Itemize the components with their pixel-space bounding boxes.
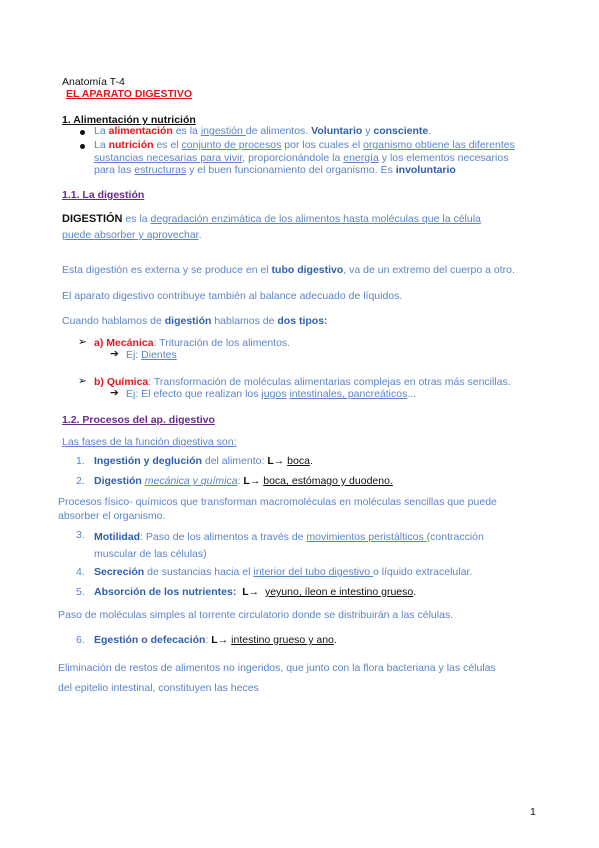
link-text: enzimática de los alimentos hasta moléculas que la célula xyxy=(208,213,481,225)
term-dos-tipos: dos tipos: xyxy=(277,315,328,327)
text: de sustancias hacia el xyxy=(144,566,254,578)
fases-intro: Las fases de la función digestiva son: xyxy=(62,436,237,448)
text: . xyxy=(333,634,337,646)
text: : Trituración de los alimentos. xyxy=(153,337,291,349)
text: : xyxy=(205,634,212,646)
tipo-mecanica xyxy=(94,337,290,349)
text: : xyxy=(237,475,244,487)
text: muscular de las células) xyxy=(94,548,207,560)
fase-5 xyxy=(94,586,416,598)
text: . xyxy=(413,586,417,598)
term-ingestion: Ingestión y deglución xyxy=(94,455,202,467)
term-absorcion: Absorción de los nutrientes: xyxy=(94,586,237,598)
term-voluntario: Voluntario xyxy=(311,125,363,137)
arrowhead-icon: ➢ xyxy=(78,375,87,387)
list-number: 5. xyxy=(76,586,85,598)
link-text: jugos xyxy=(261,388,287,400)
term-digestion: Digestión xyxy=(94,475,142,487)
link-text: organismo obtiene las diferentes xyxy=(363,139,515,151)
ejemplo-mecanica xyxy=(126,349,177,361)
text: , va de un extremo del cuerpo a otro. xyxy=(343,264,515,276)
fase-2 xyxy=(94,475,393,487)
term-digestion: digestión xyxy=(164,315,212,327)
page-title: EL APARATO DIGESTIVO xyxy=(66,88,193,100)
list-number: 2. xyxy=(76,475,85,487)
term-consciente: consciente xyxy=(373,125,429,137)
fase-4 xyxy=(94,566,472,578)
text: hablamos de xyxy=(211,315,278,327)
tipo-quimica xyxy=(94,376,511,388)
list-number: 1. xyxy=(76,455,85,467)
text: Ej: El efecto que realizan los xyxy=(126,388,262,400)
term-quimica: b) Química xyxy=(94,376,149,388)
location-text: boca xyxy=(287,455,310,467)
term-estructuras: estructuras xyxy=(134,164,187,176)
definition-digestion xyxy=(62,211,481,243)
fase-6 xyxy=(94,634,337,646)
arrow-right-icon: ➔ xyxy=(110,348,119,360)
link-text: movimientos peristálticos xyxy=(306,531,427,543)
arrowhead-icon: ➢ xyxy=(78,336,87,348)
link-text: puede absorber y aprovechar xyxy=(62,229,199,241)
text: Eliminación de restos de alimentos no ingeridos, que junto con la flora bacteriana y las células xyxy=(58,662,496,674)
term-secrecion: Secreción xyxy=(94,566,145,578)
location-marker: L→ xyxy=(211,634,229,646)
location-marker: L→ xyxy=(243,475,261,487)
link-text: intestinales, pancreáticos xyxy=(289,388,408,400)
text: La xyxy=(94,125,109,137)
location-text: yeyuno, íleon e intestino grueso xyxy=(264,586,414,598)
bullet-alimentacion xyxy=(94,125,431,137)
list-number: 3. xyxy=(76,529,85,541)
term-alimentacion: alimentación xyxy=(108,125,173,137)
text: ... xyxy=(407,388,417,400)
location-marker: L→ xyxy=(242,586,260,598)
list-number: 6. xyxy=(76,634,85,646)
term-energia: energía xyxy=(343,151,379,164)
text: . xyxy=(198,229,202,241)
paragraph-balance: El aparato digestivo contribuye también al balance adecuado de líquidos. xyxy=(62,290,403,302)
term-digestion: DIGESTIÓN xyxy=(62,213,123,225)
location-marker: L→ xyxy=(267,455,285,467)
arrow-right-icon: ➔ xyxy=(110,387,119,399)
bullet-icon xyxy=(80,130,85,135)
text: Esta digestión es externa y se produce en el xyxy=(62,264,272,276)
text: del epitelio intestinal, constituyen las heces xyxy=(58,682,259,694)
text: : Paso de los alimentos a través de xyxy=(140,531,307,543)
text: : Transformación de moléculas alimentarias complejas en otras más sencillas. xyxy=(148,376,511,388)
text: absorber el organismo. xyxy=(58,510,166,522)
fase-1 xyxy=(94,455,313,467)
text: . xyxy=(309,455,313,467)
text: es la xyxy=(122,213,151,225)
bullet-nutricion xyxy=(94,139,515,177)
term-egestion: Egestión o defecación xyxy=(94,634,206,646)
link-text: Dientes xyxy=(141,349,177,361)
section-1-2-heading: 1.2. Procesos del ap. digestivo xyxy=(62,414,215,426)
page-number: 1 xyxy=(530,806,536,818)
text: La xyxy=(94,139,109,151)
fase-3 xyxy=(94,529,484,563)
text: y el buen funcionamiento del organismo. Es xyxy=(186,164,396,176)
link-text: sustancias necesarias para vivir xyxy=(94,151,243,164)
text: es la xyxy=(172,125,201,137)
text: de alimentos. xyxy=(245,125,312,137)
paragraph-procesos xyxy=(58,495,497,523)
text: y los elementos necesarios xyxy=(378,151,509,164)
subject-label: Anatomía T-4 xyxy=(62,76,125,88)
text: y xyxy=(362,125,374,137)
link-text: mecánica y química xyxy=(144,475,238,487)
term-involuntario: involuntario xyxy=(395,164,456,176)
paragraph-paso: Paso de moléculas simples al torrente circulatorio donde se distribuirán a las células. xyxy=(58,609,454,621)
paragraph-dos-tipos xyxy=(62,315,328,327)
paragraph-digestion-externa xyxy=(62,264,515,276)
list-number: 4. xyxy=(76,566,85,578)
term-nutricion: nutrición xyxy=(108,139,154,151)
location-text: intestino grueso y ano xyxy=(231,634,334,646)
ejemplo-quimica xyxy=(126,388,416,400)
text: , proporcionándole la xyxy=(242,151,344,164)
section-1-1-heading: 1.1. La digestión xyxy=(62,189,145,201)
term-ingestion: ingestión xyxy=(200,125,246,137)
text: . xyxy=(428,125,432,137)
location-text: boca, estómago y duodeno. xyxy=(263,475,393,487)
text: Procesos físico- químicos que transforman macromoléculas en moléculas sencillas que puede xyxy=(58,496,497,508)
bullet-icon xyxy=(80,144,85,149)
term-motilidad: Motilidad xyxy=(94,531,141,543)
text: o líquido extracelular. xyxy=(373,566,473,578)
text: para las xyxy=(94,164,135,176)
text: Ej: xyxy=(126,349,142,361)
link-text: conjunto de procesos xyxy=(181,139,282,151)
paragraph-eliminacion xyxy=(58,658,496,698)
text: por los cuales el xyxy=(281,139,364,151)
text: es el xyxy=(153,139,182,151)
text: Cuando hablamos de xyxy=(62,315,165,327)
text: (contracción xyxy=(426,531,484,543)
term-tubo-digestivo: tubo digestivo xyxy=(271,264,344,276)
text: del alimento: xyxy=(201,455,268,467)
link-text: interior del tubo digestivo xyxy=(253,566,374,578)
link-text: degradación xyxy=(150,213,209,225)
section-1-heading-text: 1. Alimentación y nutrición xyxy=(62,114,196,126)
term-mecanica: a) Mecánica xyxy=(94,337,154,349)
